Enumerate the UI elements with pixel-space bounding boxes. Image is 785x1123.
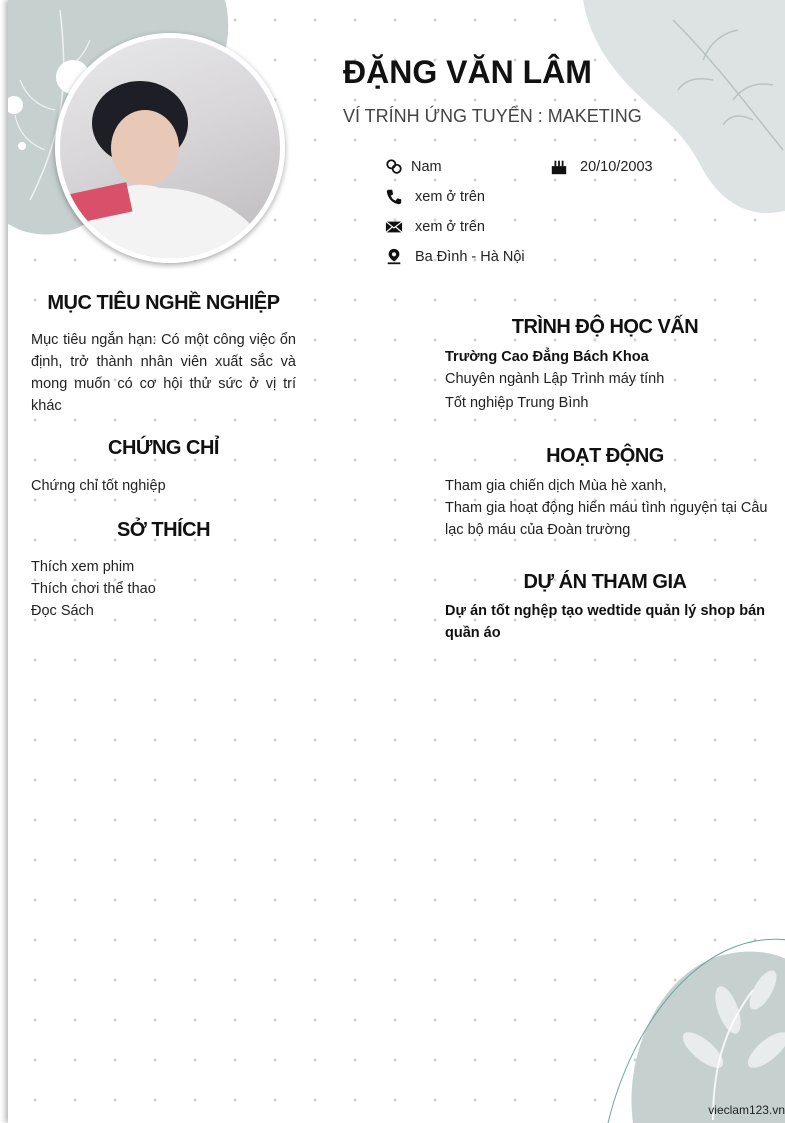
profile-photo [60, 38, 280, 258]
bottom-right-leaf-decoration [603, 930, 785, 1123]
hobby-item: Thích xem phim [31, 559, 135, 575]
certificates-title: CHỨNG CHỈ [108, 437, 219, 459]
applied-position: VÍ TRÍNH ỨNG TUYỂN : MAKETING [343, 106, 642, 126]
projects-title: DỰ ÁN THAM GIA [523, 571, 687, 593]
hobby-item: Thích chơi thể thao [31, 581, 156, 597]
activity-item: Tham gia hoạt động hiến máu tình nguyện tại Câu lạc bộ máu của Đoàn trường [445, 500, 768, 538]
activities-title: HOẠT ĐỘNG [546, 445, 664, 467]
envelope-icon [385, 218, 403, 236]
education-school: Trường Cao Đẳng Bách Khoa [445, 349, 649, 365]
candidate-name: ĐẶNG VĂN LÂM [343, 54, 592, 90]
address-row [385, 248, 525, 266]
education-major: Chuyên ngành Lập Trình máy tính [445, 371, 665, 387]
career-objective-text: Mục tiêu ngắn hạn: Có một công việc ổn định, trở thành nhân viên xuất sắc và mong muốn có cơ hội thử sức ở vị trí khác [31, 332, 296, 414]
phone-value: xem ở trên [415, 189, 485, 205]
career-objective-title: MỤC TIÊU NGHỀ NGHIỆP [47, 292, 280, 314]
hobbies-title: SỞ THÍCH [116, 519, 211, 541]
cv-page [8, 0, 785, 1123]
education-title: TRÌNH ĐỘ HỌC VẤN [511, 316, 699, 338]
address-value: Ba Đình - Hà Nội [415, 249, 525, 265]
project-text: Dự án tốt nghệp tạo wedtide quản lý shop bán quần áo [445, 603, 765, 641]
activity-item: Tham gia chiến dịch Mùa hè xanh, [445, 478, 667, 494]
education-grade: Tốt nghiệp Trung Bình [445, 395, 589, 411]
map-marker-icon [385, 248, 403, 266]
watermark: vieclam123.vn [708, 1103, 785, 1117]
birthday-cake-icon [550, 158, 568, 176]
avatar [55, 33, 285, 263]
email-value: xem ở trên [415, 219, 485, 235]
phone-row [385, 188, 485, 206]
phone-icon [385, 188, 403, 206]
email-row [385, 218, 485, 236]
certificate-item: Chứng chỉ tốt nghiệp [31, 478, 166, 494]
gender-value: Nam [411, 159, 442, 175]
birthday-row [550, 158, 653, 176]
gender-row [385, 158, 442, 176]
gender-icon [385, 158, 403, 176]
hobby-item: Đọc Sách [31, 603, 94, 619]
birthday-value: 20/10/2003 [580, 159, 653, 175]
